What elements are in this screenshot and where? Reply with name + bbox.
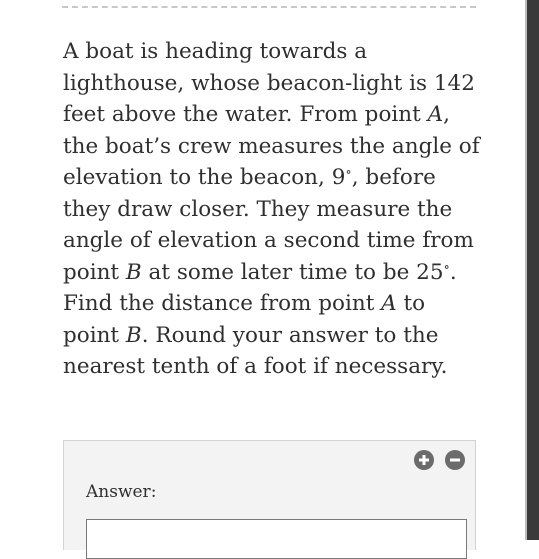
answer-panel [63,440,476,550]
plus-circle-icon[interactable] [414,450,434,470]
question-text [63,36,483,383]
variable-a: A [381,291,397,316]
question-segment: . Round your answer to the nearest tenth of a foot if necessary. [63,322,448,379]
variable-a: A [427,102,444,127]
question-segment: at some later time to be 25 [141,259,444,285]
degree-symbol: ∘ [345,164,352,180]
window-edge [527,0,539,540]
question-segment: , the boat’s crew measures the angle of elevation to the beacon, 9 [63,102,480,190]
question-segment: , before they draw closer. They measure the angle of elevation a second time from point [63,165,474,285]
variable-b: B [125,322,142,348]
minus-circle-icon[interactable] [445,450,465,470]
dashed-divider [62,6,476,8]
variable-b: B [125,259,142,285]
answer-input[interactable] [86,519,467,559]
degree-symbol: ∘ [443,259,450,275]
plus-glyph [414,450,434,470]
question-segment: . Find the distance from point [63,259,457,316]
answer-label: Answer: [86,482,157,502]
question-segment: to point [63,291,426,348]
question-segment: A boat is heading towards a lighthouse, whose beacon-light is 142 feet above the water. From point [63,39,475,127]
minus-glyph [445,450,465,470]
